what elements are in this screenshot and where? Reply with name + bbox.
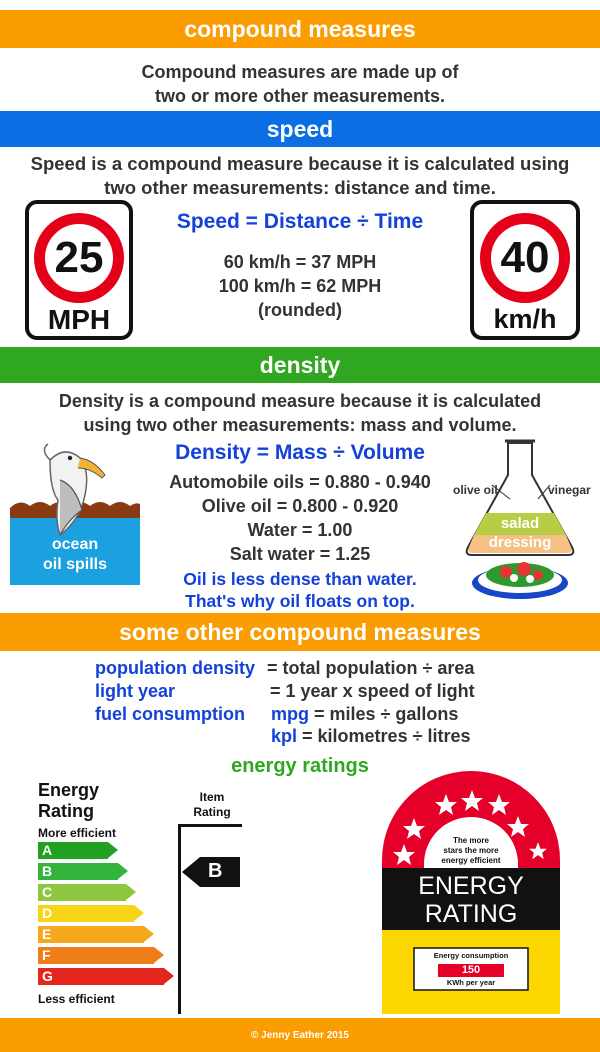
item-rating-pointer [182,857,242,892]
grade-e-bar [38,926,144,943]
grade-f-label: F [42,947,51,963]
salad-label: salad [500,515,540,532]
star-note-line-2: stars the more [443,846,499,855]
page-title-bar [0,10,600,48]
grade-a-label: A [42,842,53,858]
page-title: compound measures [184,15,416,42]
grade-a-bar [38,842,108,859]
def-fuel-mpg [271,703,458,725]
density-note-line-1: Oil is less dense than water. [183,569,417,589]
item-rating-grade: B [208,860,223,882]
star-energy-rating-badge [378,768,564,1014]
ocean-oil-spill-illustration [10,440,140,585]
speed-formula: Speed = Distance ÷ Time [176,210,424,233]
grade-e-label: E [42,926,52,942]
consumption-unit: KWh per year [446,978,496,987]
kpl-label: kpl [271,726,298,746]
star-note-line-1: The more [452,836,489,845]
grade-d-label: D [42,905,53,921]
density-description [0,389,600,437]
speed-conversion-2: 100 km/h = 62 MPH [218,276,382,296]
speed-description [0,152,600,200]
speed-title: speed [266,115,334,142]
density-value-3: Water = 1.00 [247,520,353,540]
badge-line-1: ENERGY [418,872,524,900]
speed-conversion-note: (rounded) [258,300,342,320]
density-value-4: Salt water = 1.25 [229,544,371,564]
star-note-line-3: energy efficient [441,856,501,865]
item-rating-heading [180,790,244,820]
energy-ratings-title: energy ratings [231,755,369,777]
term-fuel-consumption: fuel consumption [95,704,245,724]
def-population-density: = total population ÷ area [267,658,475,678]
kpl-definition: = kilometres ÷ litres [297,726,471,746]
def-light-year: = 1 year x speed of light [270,681,475,701]
energy-label-title [38,780,99,822]
density-values [140,470,460,566]
speed-desc-line-1: Speed is a compound measure because it is calculated using [30,153,570,174]
dressing-label: dressing [488,534,552,551]
star-note [424,836,518,866]
term-light-year: light year [95,681,176,701]
grade-b-label: B [42,863,53,879]
speed-sign-unit: MPH [47,304,111,335]
speed-sign-value: 40 [500,233,550,282]
speed-sign-value: 25 [54,233,104,282]
olive-oil-label: olive oil [453,483,498,497]
item-rating-line-2: Rating [193,805,231,819]
density-formula: Density = Mass ÷ Volume [175,441,425,464]
grade-c-bar [38,884,126,901]
mpg-definition: = miles ÷ gallons [309,704,459,724]
density-title: density [259,351,341,378]
speed-sign-kmh [470,200,580,340]
speed-conversions [140,250,460,322]
speed-sign-circle [34,213,124,303]
item-rating-vertical-rule [178,824,181,1014]
grade-c-label: C [42,884,53,900]
intro-text [0,60,600,108]
other-measures-title: some other compound measures [119,618,481,645]
less-efficient-label: Less efficient [38,992,115,1006]
mpg-label: mpg [271,704,309,724]
speed-desc-line-2: two other measurements: distance and time. [104,177,496,198]
density-section-bar [0,347,600,383]
ocean-label-line-1: ocean [51,536,99,553]
grade-g-bar [38,968,164,985]
other-measures-section-bar [0,613,600,651]
grade-g-label: G [42,968,53,984]
grade-d-bar [38,905,134,922]
ocean-label [10,535,140,575]
density-desc-line-1: Density is a compound measure because it is calculated [58,391,542,411]
density-note [140,568,460,612]
footer-credit: © Jenny Eather 2015 [251,1029,349,1041]
density-value-2: Olive oil = 0.800 - 0.920 [201,496,399,516]
term-population-density: population density [95,658,255,678]
speed-sign-mph [25,200,133,340]
grade-b-bar [38,863,118,880]
speed-sign-circle [480,213,570,303]
footer [0,1018,600,1052]
energy-rating-badge-text [382,872,560,928]
speed-conversion-1: 60 km/h = 37 MPH [223,252,377,272]
more-efficient-label: More efficient [38,826,117,840]
item-rating-top-rule [178,824,242,827]
consumption-label: Energy consumption [433,951,509,960]
speed-sign-unit: km/h [493,304,557,334]
density-value-1: Automobile oils = 0.880 - 0.940 [169,472,431,492]
ocean-label-line-2: oil spills [42,556,107,573]
grade-f-bar [38,947,154,964]
intro-line-2: two or more other measurements. [154,86,446,106]
intro-line-1: Compound measures are made up of [141,62,459,82]
density-note-line-2: That's why oil floats on top. [185,591,415,611]
def-fuel-kpl [271,725,470,747]
consumption-value: 150 [461,964,481,976]
speed-section-bar [0,111,600,147]
vinegar-label: vinegar [548,483,591,497]
energy-label-title-line-2: Rating [38,801,94,821]
item-rating-line-1: Item [199,790,225,804]
salad-dressing-flask-illustration [450,435,598,605]
badge-line-2: RATING [424,900,518,928]
density-desc-line-2: using two other measurements: mass and volume. [83,415,517,435]
energy-label-title-line-1: Energy [38,780,100,800]
